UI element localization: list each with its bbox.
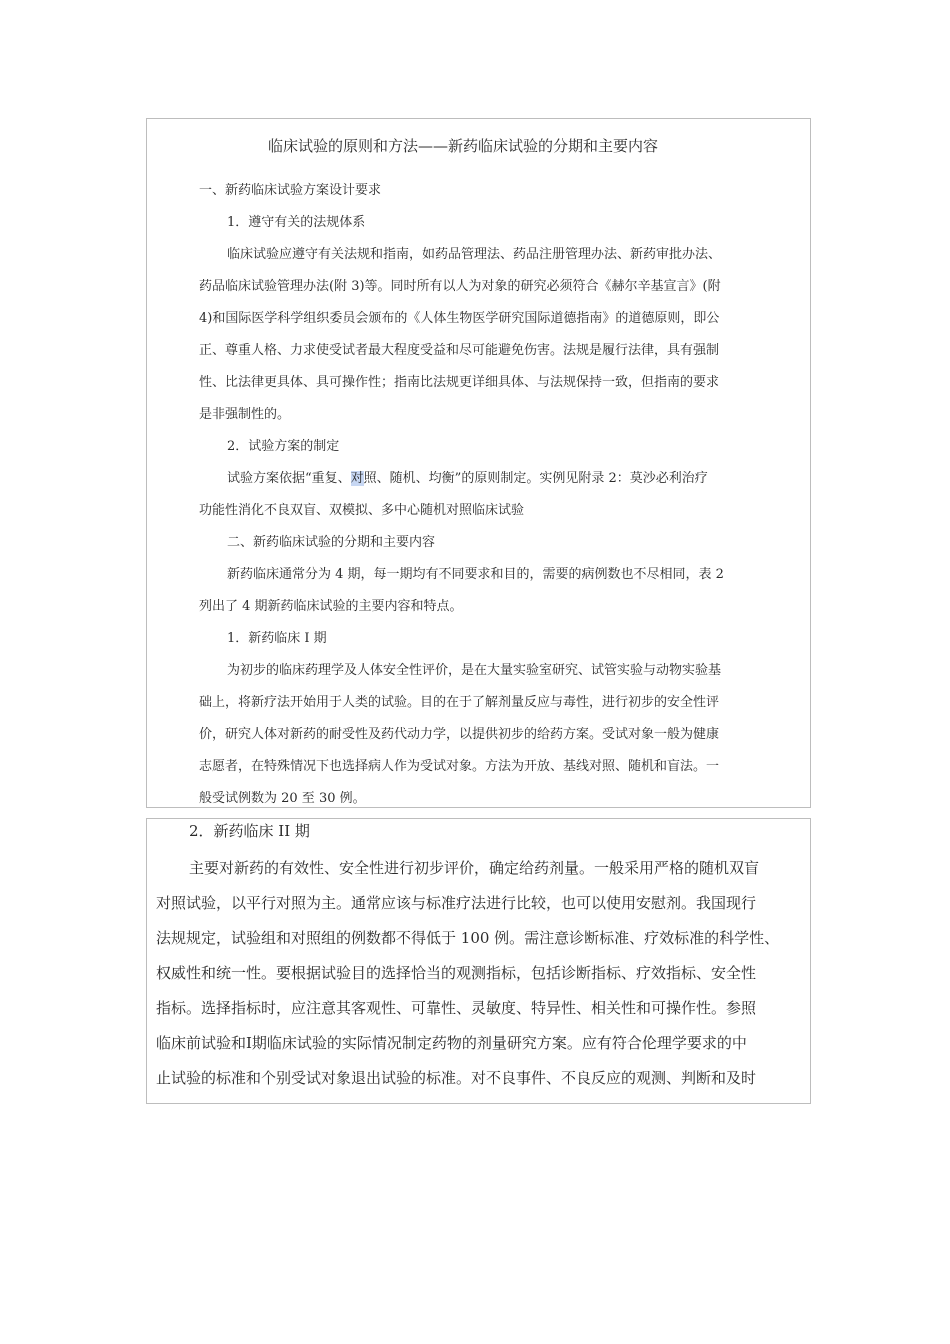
paragraph-4-line: 础上，将新疗法开始用于人类的试验。目的在于了解剂量反应与毒性，进行初步的安全性评 — [199, 695, 720, 710]
paragraph-5-line: 指标。选择指标时，应注意其客观性、可靠性、灵敏度、特异性、相关性和可操作性。参照 — [156, 999, 757, 1017]
paragraph-4-line: 为初步的临床药理学及人体安全性评价，是在大量实验室研究、试管实验与动物实验基 — [227, 663, 722, 678]
paragraph-1-line: 性、比法律更具体、具可操作性；指南比法规更详细具体、与法规保持一致，但指南的要求 — [199, 375, 720, 390]
subheading-3: 1．新药临床 I 期 — [227, 631, 327, 646]
paragraph-3-line: 列出了 4 期新药临床试验的主要内容和特点。 — [199, 599, 463, 614]
paragraph-1-line: 临床试验应遵守有关法规和指南，如药品管理法、药品注册管理办法、新药审批办法、 — [227, 247, 722, 262]
paragraph-3-line: 新药临床通常分为 4 期，每一期均有不同要求和目的，需要的病例数也不尽相同，表 2 — [227, 567, 724, 582]
document-title: 临床试验的原则和方法——新药临床试验的分期和主要内容 — [268, 137, 659, 155]
paragraph-2-text: 试验方案依据“重复、 — [227, 471, 351, 486]
heading-1: 一、新药临床试验方案设计要求 — [199, 183, 382, 198]
document-page-section-2 — [146, 818, 811, 1104]
paragraph-1-line: 是非强制性的。 — [199, 407, 291, 422]
paragraph-4-line: 般受试例数为 20 至 30 例。 — [199, 791, 366, 806]
paragraph-5-line: 对照试验，以平行对照为主。通常应该与标准疗法进行比较，也可以使用安慰剂。我国现行 — [156, 894, 757, 912]
paragraph-2-line: 功能性消化不良双盲、双模拟、多中心随机对照临床试验 — [199, 503, 525, 518]
heading-2: 二、新药临床试验的分期和主要内容 — [227, 535, 436, 550]
paragraph-1-line: 药品临床试验管理办法(附 3)等。同时所有以人为对象的研究必须符合《赫尔辛基宣言》(附 — [199, 279, 721, 294]
text-selection-highlight[interactable]: 对 — [350, 471, 364, 486]
subheading-2: 2．试验方案的制定 — [227, 439, 340, 454]
paragraph-5-line: 法规规定，试验组和对照组的例数都不得低于 100 例。需注意诊断标准、疗效标准的科学性、 — [156, 929, 780, 947]
paragraph-1-line: 正、尊重人格、力求使受试者最大程度受益和尽可能避免伤害。法规是履行法律，具有强制 — [199, 343, 720, 358]
paragraph-5-line: 止试验的标准和个别受试对象退出试验的标准。对不良事件、不良反应的观测、判断和及时 — [156, 1069, 757, 1087]
paragraph-5-line: 主要对新药的有效性、安全性进行初步评价，确定给药剂量。一般采用严格的随机双盲 — [189, 859, 760, 877]
paragraph-1-line: 4)和国际医学科学组织委员会颁布的《人体生物医学研究国际道德指南》的道德原则，即公 — [199, 311, 720, 326]
subheading-4: 2．新药临床 II 期 — [189, 822, 310, 840]
subheading-1: 1．遵守有关的法规体系 — [227, 215, 366, 230]
paragraph-5-line: 临床前试验和Ⅰ期临床试验的实际情况制定药物的剂量研究方案。应有符合伦理学要求的中 — [156, 1034, 747, 1052]
paragraph-2-text: 照、随机、均衡”的原则制定。实例见附录 2：莫沙必利治疗 — [363, 471, 708, 486]
document-page-section-1 — [146, 118, 811, 808]
paragraph-4-line: 志愿者，在特殊情况下也选择病人作为受试对象。方法为开放、基线对照、随机和盲法。一 — [199, 759, 720, 774]
paragraph-4-line: 价，研究人体对新药的耐受性及药代动力学，以提供初步的给药方案。受试对象一般为健康 — [199, 727, 720, 742]
paragraph-5-line: 权威性和统一性。要根据试验目的选择恰当的观测指标，包括诊断指标、疗效指标、安全性 — [156, 964, 757, 982]
paragraph-2-line — [227, 472, 708, 485]
